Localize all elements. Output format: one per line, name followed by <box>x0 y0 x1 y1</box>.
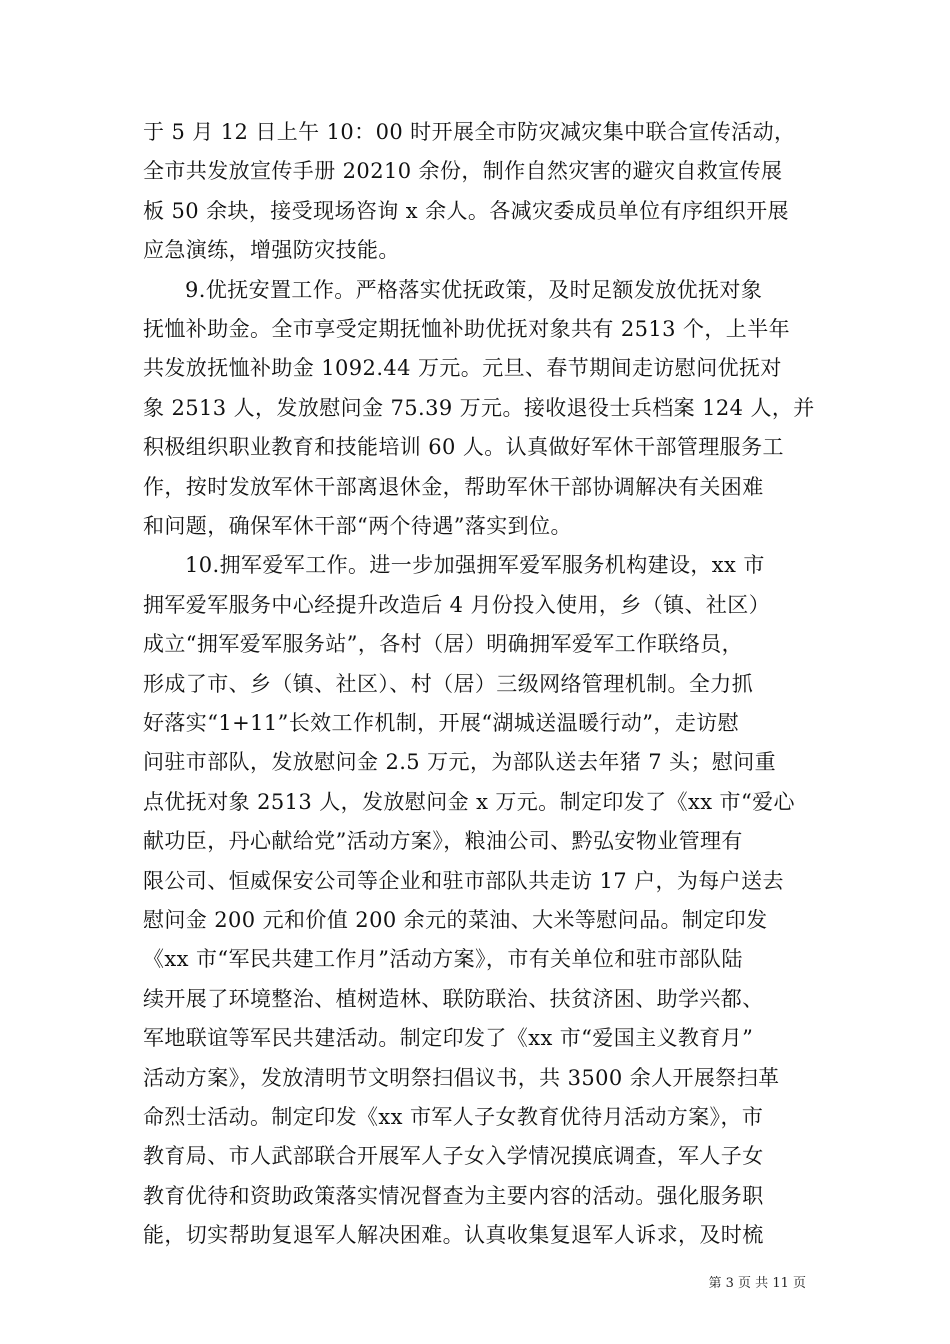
body-text-line: 问驻市部队，发放慰问金 2.5 万元，为部队送去年猪 7 头；慰问重 <box>143 750 777 774</box>
body-text-line: 续开展了环境整治、植树造林、联防联治、扶贫济困、助学兴都、 <box>143 987 764 1011</box>
page-footer: 第 3 页 共 11 页 <box>708 1276 806 1291</box>
body-text-line: 应急演练，增强防灾技能。 <box>143 238 400 262</box>
body-text-line: 点优抚对象 2513 人，发放慰问金 x 万元。制定印发了《xx 市“爱心 <box>143 790 795 814</box>
body-text-line: 和问题，确保军休干部“两个待遇”落实到位。 <box>143 514 572 538</box>
body-text-line: 军地联谊等军民共建活动。制定印发了《xx 市“爱国主义教育月” <box>143 1026 754 1050</box>
section-heading-line: 9.优抚安置工作。严格落实优抚政策，及时足额发放优抚对象 <box>185 278 763 302</box>
body-text-line: 《xx 市“军民共建工作月”活动方案》，市有关单位和驻市部队陆 <box>143 947 743 971</box>
section-heading-line: 10.拥军爱军工作。进一步加强拥军爱军服务机构建设，xx 市 <box>185 553 765 577</box>
body-text-line: 成立“拥军爱军服务站”，各村（居）明确拥军爱军工作联络员， <box>143 632 744 656</box>
body-text-line: 于 5 月 12 日上午 10：00 时开展全市防灾减灾集中联合宣传活动， <box>143 120 796 144</box>
body-text-line: 象 2513 人，发放慰问金 75.39 万元。接收退役士兵档案 124 人，并 <box>143 396 815 420</box>
body-text-line: 作，按时发放军休干部离退休金，帮助军休干部协调解决有关困难 <box>143 475 764 499</box>
body-text-line: 好落实“1+11”长效工作机制，开展“湖城送温暖行动”，走访慰 <box>143 711 740 735</box>
body-text-line: 积极组织职业教育和技能培训 60 人。认真做好军休干部管理服务工 <box>143 435 784 459</box>
body-text-line: 形成了市、乡（镇、社区）、村（居）三级网络管理机制。全力抓 <box>143 672 754 696</box>
body-text-line: 限公司、恒威保安公司等企业和驻市部队共走访 17 户，为每户送去 <box>143 869 784 893</box>
body-text-line: 献功臣，丹心献给党”活动方案》，粮油公司、黔弘安物业管理有 <box>143 829 743 853</box>
body-text-line: 活动方案》，发放清明节文明祭扫倡议书，共 3500 余人开展祭扫革 <box>143 1066 780 1090</box>
body-text-line: 教育局、市人武部联合开展军人子女入学情况摸底调查，军人子女 <box>143 1144 764 1168</box>
body-text-line: 抚恤补助金。全市享受定期抚恤补助优抚对象共有 2513 个，上半年 <box>143 317 790 341</box>
body-text-line: 慰问金 200 元和价值 200 余元的菜油、大米等慰问品。制定印发 <box>143 908 768 932</box>
body-text-line: 拥军爱军服务中心经提升改造后 4 月份投入使用，乡（镇、社区） <box>143 593 771 617</box>
body-text-line: 教育优待和资助政策落实情况督查为主要内容的活动。强化服务职 <box>143 1184 764 1208</box>
body-text-line: 共发放抚恤补助金 1092.44 万元。元旦、春节期间走访慰问优抚对 <box>143 356 782 380</box>
body-text-line: 能，切实帮助复退军人解决困难。认真收集复退军人诉求，及时梳 <box>143 1223 764 1247</box>
body-text-line: 全市共发放宣传手册 20210 余份，制作自然灾害的避灾自救宣传展 <box>143 159 783 183</box>
body-text-line: 板 50 余块，接受现场咨询 x 余人。各减灾委成员单位有序组织开展 <box>143 199 789 223</box>
body-text-line: 命烈士活动。制定印发《xx 市军人子女教育优待月活动方案》，市 <box>143 1105 764 1129</box>
